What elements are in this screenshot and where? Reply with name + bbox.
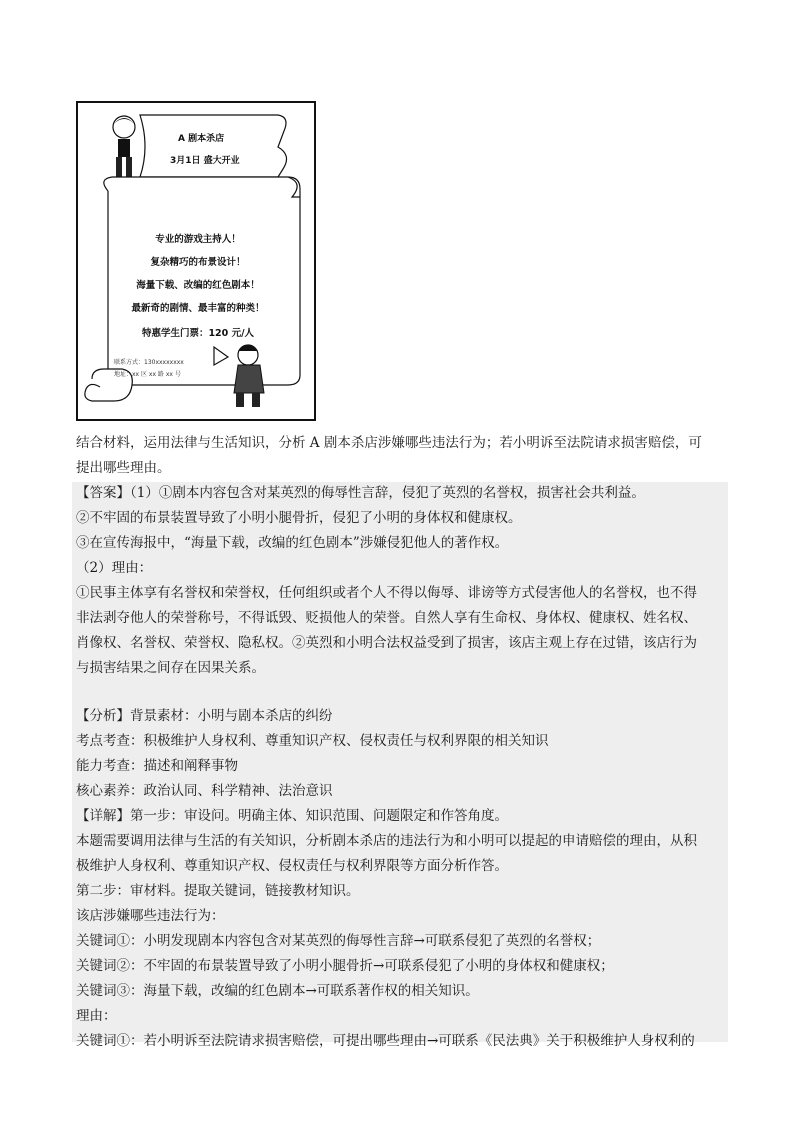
analysis-line: 能力考查：描述和阐释事物 (76, 758, 238, 774)
answer-line: 肖像权、名誉权、荣誉权、隐私权。②英烈和小明合法权益受到了损害，该店主观上存在过错，该店行为 (76, 635, 697, 651)
analysis-line: 理由： (76, 1008, 117, 1024)
detail-heading: 【详解】第一步：审设问。明确主体、知识范围、问题限定和作答角度。 (76, 808, 508, 824)
answer-line: （2）理由： (76, 560, 153, 576)
poster-line: 海量下载、改编的红色剧本！ (136, 280, 260, 291)
analysis-line: 极维护人身权利、尊重知识产权、侵权责任与权利界限等方面分析作答。 (76, 858, 508, 874)
answer-line: 非法剥夺他人的荣誉称号，不得诋毁、贬损他人的荣誉。自然人享有生命权、身体权、健康权、姓名权、 (76, 610, 697, 626)
analysis-line: 关键词①：若小明诉至法院请求损害赔偿，可提出哪些理由→可联系《民法典》关于积极维护人身权利的 (76, 1033, 695, 1049)
poster-shop-name: A 剧本杀店 (178, 134, 225, 144)
girl-figure-icon (113, 116, 135, 177)
analysis-line: 关键词②：不牢固的布景装置导致了小明小腿骨折→可联系侵犯了小明的身体权和健康权； (76, 958, 614, 974)
poster-line: 最新奇的剧情、最丰富的种类！ (131, 303, 265, 314)
poster-line: 专业的游戏主持人！ (155, 234, 241, 245)
poster-contact: 联系方式：130xxxxxxxx (114, 359, 184, 366)
analysis-line: 该店涉嫌哪些违法行为： (76, 908, 225, 924)
answer-line: ③在宣传海报中，“海量下载，改编的红色剧本”涉嫌侵犯他人的著作权。 (76, 535, 509, 551)
analysis-line: 关键词③：海量下载，改编的红色剧本→可联系著作权的相关知识。 (76, 983, 479, 999)
question-text: 提出哪些理由。 (76, 460, 171, 476)
analysis-heading: 【分析】背景素材：小明与剧本杀店的纠纷 (76, 708, 333, 724)
analysis-line: 关键词①：小明发现剧本内容包含对某英烈的侮辱性言辞→可联系侵犯了英烈的名誉权； (76, 933, 601, 949)
answer-line: ②不牢固的布景装置导致了小明小腿骨折，侵犯了小明的身体权和健康权。 (76, 510, 522, 526)
analysis-line: 核心素养：政治认同、科学精神、法治意识 (76, 783, 333, 799)
question-text: 结合材料，运用法律与生活知识，分析 A 剧本杀店涉嫌哪些违法行为；若小明诉至法院请求损害赔偿，可 (76, 435, 702, 451)
poster-image (76, 101, 316, 421)
analysis-line: 第二步：审材料。提取关键词，链接教材知识。 (76, 883, 360, 899)
answer-heading: 【答案】（1）①剧本内容包含对某英烈的侮辱性言辞，侵犯了英烈的名誉权，损害社会共利益。 (76, 485, 645, 501)
poster-address: 地址：xx 区 xx 路 xx 号 (114, 371, 181, 378)
answer-line: ①民事主体享有名誉权和荣誉权，任何组织或者个人不得以侮辱、诽谤等方式侵害他人的名誉权，也不得 (76, 585, 697, 601)
answer-line: 与损害结果之间存在因果关系。 (76, 660, 265, 676)
analysis-line: 考点考查：积极维护人身权利、尊重知识产权、侵权责任与权利界限的相关知识 (76, 733, 549, 749)
poster-line: 复杂精巧的布景设计！ (150, 257, 246, 268)
poster-opening-date: 3月1日 盛大开业 (170, 156, 240, 166)
poster-price-line: 特惠学生门票：120 元/人 (141, 328, 255, 339)
analysis-line: 本题需要调用法律与生活的有关知识，分析剧本杀店的违法行为和小明可以提起的申请赔偿的理由，从积 (76, 833, 697, 849)
